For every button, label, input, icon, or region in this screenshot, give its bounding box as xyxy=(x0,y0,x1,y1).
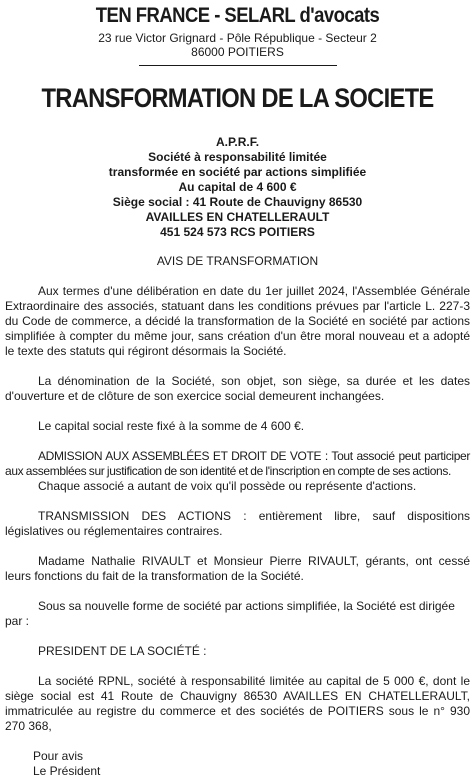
paragraph-president: La société RPNL, société à responsabilité limitée au capital de 5 000 €, dont le siège social est 41 Route de Chauvigny 86530 AVAILLES EN CHATELLERAULT, immatriculée au registre du commerce et des sociétés de POITIERS sous le n° 930 270 368, xyxy=(5,674,470,733)
paragraph-transmission: TRANSMISSION DES ACTIONS : entièrement libre, sauf dispositions législatives ou réglementaires contraires. xyxy=(5,509,470,538)
notice-heading: TRANSFORMATION DE LA SOCIETE xyxy=(41,83,434,113)
header-divider xyxy=(139,65,337,66)
paragraph-capital: Le capital social reste fixé à la somme de 4 600 €. xyxy=(38,419,305,433)
company-capital: Au capital de 4 600 € xyxy=(178,180,297,194)
company-info xyxy=(5,135,470,240)
legal-notice-page xyxy=(0,3,473,778)
company-name: A.P.R.F. xyxy=(215,135,260,149)
paragraph-admission: ADMISSION AUX ASSEMBLÉES ET DROIT DE VOTE : Tout associé peut participer aux assemblées sur justification de son identité et de l'inscription en compte de ses actions. xyxy=(5,449,470,478)
company-form-line-2: transformée en société par actions simplifiée xyxy=(108,165,367,179)
company-seat: Siège social : 41 Route de Chauvigny 86530 xyxy=(112,195,363,209)
firm-city: 86000 POITIERS xyxy=(191,45,284,59)
company-form-line-1: Société à responsabilité limitée xyxy=(148,150,327,164)
paragraph-votes: Chaque associé a autant de voix qu'il possède ou représente d'actions. xyxy=(38,479,417,493)
firm-address: 23 rue Victor Grignard - Pôle République - Secteur 2 xyxy=(98,31,377,45)
paragraph-directed-by: Sous sa nouvelle forme de société par actions simplifiée, la Société est dirigée par : xyxy=(5,599,455,628)
notice-subtitle: AVIS DE TRANSFORMATION xyxy=(156,254,319,268)
company-rcs: 451 524 573 RCS POITIERS xyxy=(160,225,315,239)
signature-line-1: Pour avis xyxy=(33,749,84,763)
paragraph-president-heading: PRESIDENT DE LA SOCIÉTÉ : xyxy=(38,644,207,658)
paragraph-managers: Madame Nathalie RIVAULT et Monsieur Pierre RIVAULT, gérants, ont cessé leurs fonctions du fait de la transformation de la Société. xyxy=(5,554,470,583)
paragraph-unchanged: La dénomination de la Société, son objet, son siège, sa durée et les dates d'ouverture et de clôture de son exercice social demeurent inchangées. xyxy=(5,374,470,403)
company-city: AVAILLES EN CHATELLERAULT xyxy=(145,210,330,224)
signature-line-2: Le Président xyxy=(33,764,101,778)
signature-block xyxy=(5,749,470,779)
notice-body xyxy=(5,284,470,734)
firm-name: TEN FRANCE - SELARL d'avocats xyxy=(95,4,380,27)
paragraph-deliberation: Aux termes d'une délibération en date du 1er juillet 2024, l'Assemblée Générale Extraordinaire des associés, statuant dans les conditions prévues par l'article L. 227-3 du Code de commerce, a décidé la transformation de la Société en société par actions simplifiée à compter du même jour, sans création d'un être moral nouveau et a adopté le texte des statuts qui régiront désormais la Société. xyxy=(5,284,470,358)
